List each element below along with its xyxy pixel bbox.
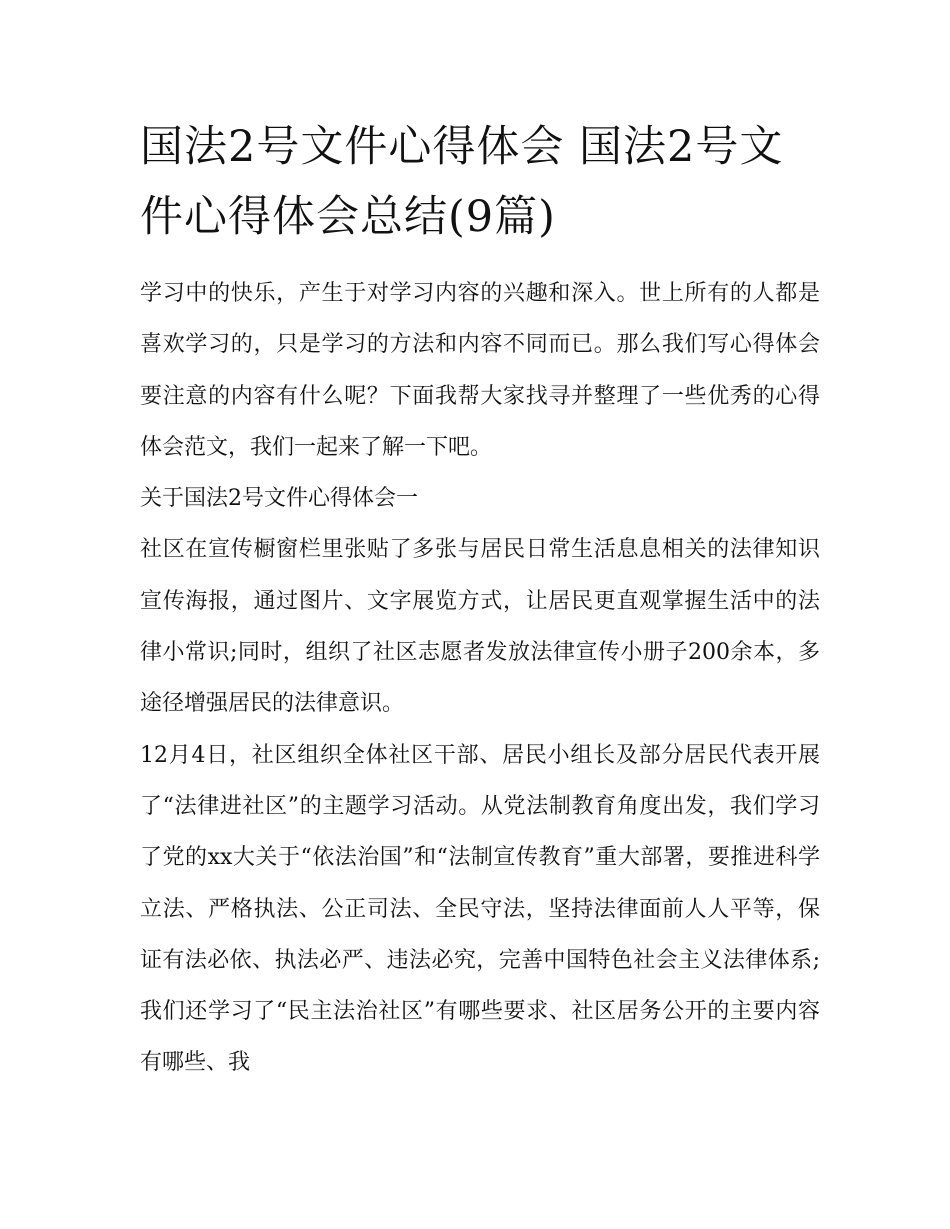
body-paragraph: 12月4日，社区组织全体社区干部、居民小组长及部分居民代表开展了“法律进社区”的主题学习活动。从党法制教育角度出发，我们学习了党的xx大关于“依法治国”和“法制宣传教育”重大部署，要推进科学立法、严格执法、公正司法、全民守法，坚持法律面前人人平等，保证有法必依、执法必严、违法必究，完善中国特色社会主义法律体系;我们还学习了“民主法治社区”有哪些要求、社区居务公开的主要内容有哪些、我 <box>140 742 820 1076</box>
document-body <box>140 112 820 1089</box>
document-title: 国法2号文件心得体会 国法2号文件心得体会总结(9篇) <box>140 122 784 242</box>
intro-paragraph: 学习中的快乐，产生于对学习内容的兴趣和深入。世上所有的人都是喜欢学习的，只是学习的方法和内容不同而已。那么我们写心得体会要注意的内容有什么呢？下面我帮大家找寻并整理了一些优秀的心得体会范文，我们一起来了解一下吧。 <box>140 281 820 460</box>
body-paragraph: 社区在宣传橱窗栏里张贴了多张与居民日常生活息息相关的法律知识宣传海报，通过图片、文字展览方式，让居民更直观掌握生活中的法律小常识;同时，组织了社区志愿者发放法律宣传小册子200余本，多途径增强居民的法律意识。 <box>140 537 820 717</box>
section-heading: 关于国法2号文件心得体会一 <box>140 486 418 512</box>
